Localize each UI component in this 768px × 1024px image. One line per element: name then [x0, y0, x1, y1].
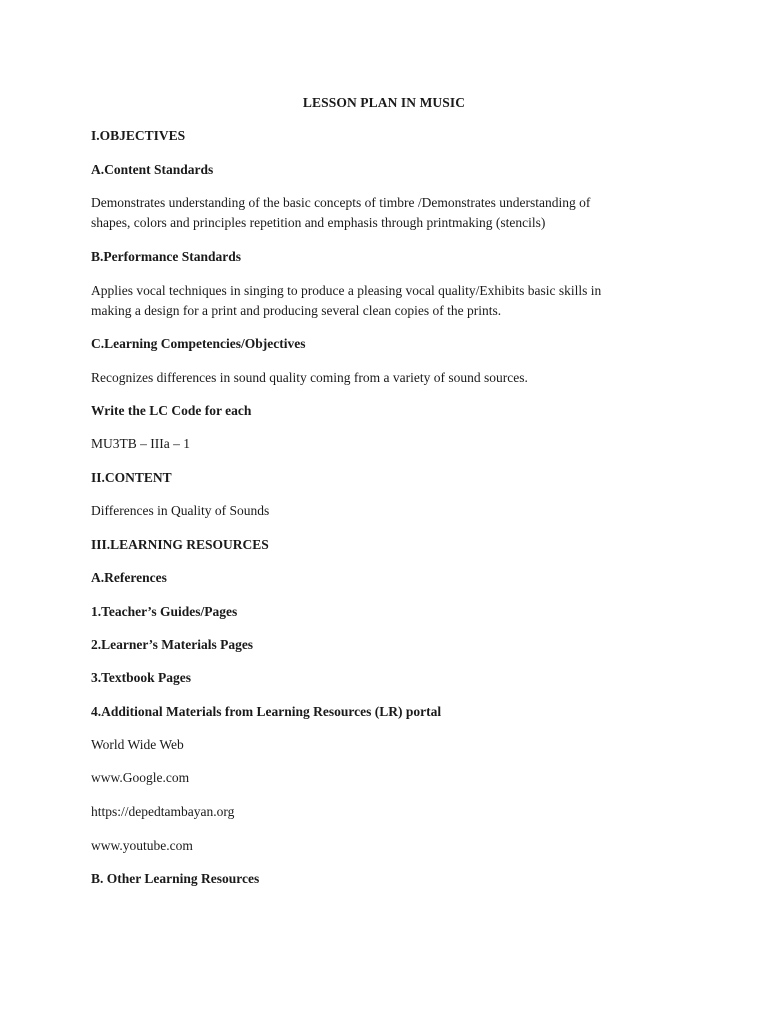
performance-standards-line-2: making a design for a print and producing several clean copies of the prints. [91, 303, 502, 318]
link-youtube: www.youtube.com [91, 838, 193, 853]
learners-materials-heading: 2.Learner’s Materials Pages [91, 637, 254, 652]
textbook-pages-heading: 3.Textbook Pages [91, 670, 192, 685]
performance-standards-line-1: Applies vocal techniques in singing to produce a pleasing vocal quality/Exhibits basic skills in [91, 283, 602, 298]
content-text: Differences in Quality of Sounds [91, 503, 270, 518]
learning-resources-heading: III.LEARNING RESOURCES [91, 537, 269, 552]
lc-code-text: MU3TB – IIIa – 1 [91, 436, 190, 451]
competencies-heading: C.Learning Competencies/Objectives [91, 336, 306, 351]
link-google: www.Google.com [91, 770, 190, 785]
content-heading: II.CONTENT [91, 470, 172, 485]
objectives-heading: I.OBJECTIVES [91, 128, 186, 143]
references-heading: A.References [91, 570, 167, 585]
content-standards-line-1: Demonstrates understanding of the basic concepts of timbre /Demonstrates understanding of [91, 195, 591, 210]
link-world-wide-web: World Wide Web [91, 737, 184, 752]
lc-code-heading: Write the LC Code for each [91, 403, 252, 418]
performance-standards-heading: B.Performance Standards [91, 249, 241, 264]
teachers-guides-heading: 1.Teacher’s Guides/Pages [91, 604, 238, 619]
other-learning-resources-heading: B. Other Learning Resources [91, 871, 260, 886]
additional-materials-heading: 4.Additional Materials from Learning Resources (LR) portal [91, 704, 442, 719]
link-depedtambayan: https://depedtambayan.org [91, 804, 235, 819]
document-title: LESSON PLAN IN MUSIC [302, 95, 466, 110]
content-standards-heading: A.Content Standards [91, 162, 214, 177]
competencies-text: Recognizes differences in sound quality coming from a variety of sound sources. [91, 370, 528, 385]
content-standards-line-2: shapes, colors and principles repetition and emphasis through printmaking (stencils) [91, 215, 546, 230]
